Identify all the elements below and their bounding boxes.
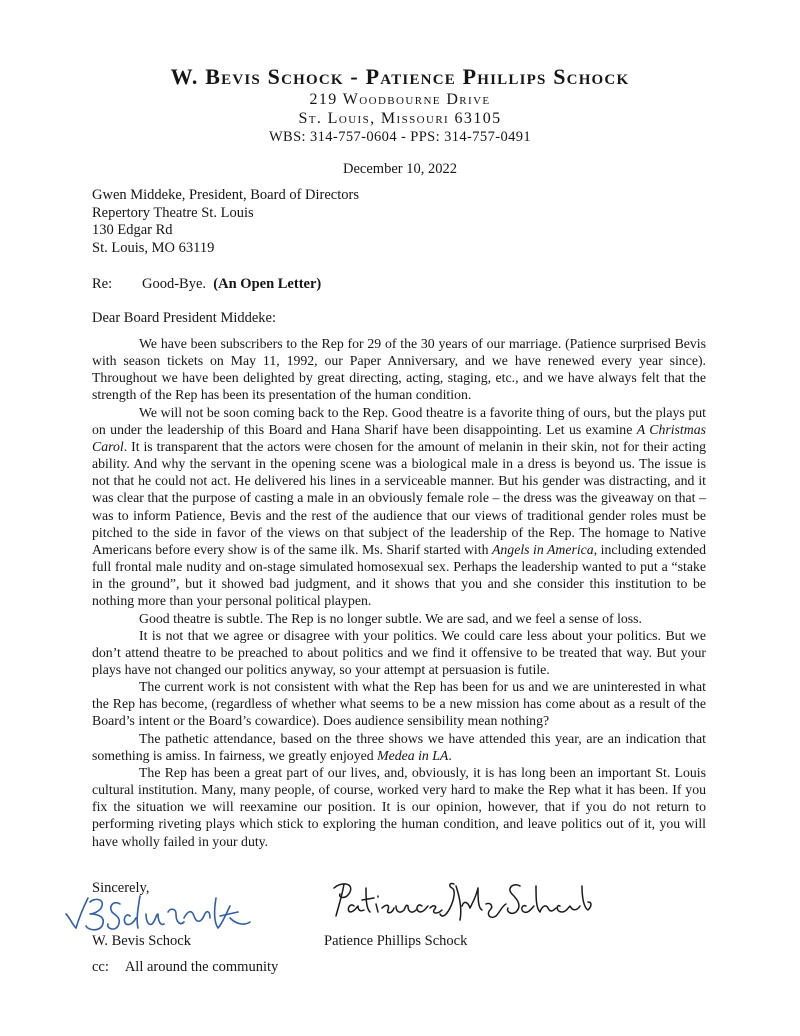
cc-text: All around the community xyxy=(124,959,279,975)
paragraph-1: We have been subscribers to the Rep for 29 of the 30 years of our marriage. (Patience surprised Bevis with season tickets on May 11, 1992, our Paper Anniversary, and we have renewed every year since). Throughout we have been delighted by great directing, acting, staging, etc., and we have always felt that the strength of the Rep has been its presentation of the human condition. xyxy=(92,336,706,403)
letterhead-city: St. Louis, Missouri 63105 xyxy=(298,110,502,127)
salutation: Dear Board President Middeke: xyxy=(92,310,277,326)
title-medea-in-la: Medea in LA xyxy=(377,747,449,763)
recipient-line-4: St. Louis, MO 63119 xyxy=(92,239,215,256)
paragraph-5: The current work is not consistent with what the Rep has been for us and we are uninterested in what the Rep has become, (regardless of whether what seems to be a new mission has come about as a result of the Board’s intent or the Board’s cowardice). Does audience sensibility mean nothing? xyxy=(92,679,706,729)
paragraph-2-part-b: . It is transparent that the actors were chosen for the amount of melanin in their skin, not for their acting ability. And why the servant in the opening scene was a biological male in a dress is beyond us. The issue is not that he could not act. He delivered his lines in a serviceable manner. But his gender was distracting, and it was clear that the purpose of casting a male in an obviously female role – the dress was the giveaway on that – was to inform Patience, Bevis and the rest of the audience that our views of traditional gender roles must be pitched to the side in favor of the views on that subject of the leadership of the Rep. The homage to Native Americans before every show is of the same ilk. Ms. Sharif started with xyxy=(92,438,706,557)
paragraph-6-part-a: The pathetic attendance, based on the three shows we have attended this year, are an indication that something is amiss. In fairness, we greatly enjoyed xyxy=(92,730,706,763)
paragraph-2-part-a: We will not be soon coming back to the Rep. Good theatre is a favorite thing of ours, but the plays put on under the leadership of this Board and Hana Sharif have been disappointing. Let us examine xyxy=(92,404,706,437)
letterhead xyxy=(0,64,800,147)
recipient-address xyxy=(92,187,359,257)
paragraph-6 xyxy=(92,730,706,764)
paragraph-3: Good theatre is subtle. The Rep is no longer subtle. We are sad, and we feel a sense of loss. xyxy=(139,610,642,626)
subject-label: Re: xyxy=(92,276,113,292)
paragraph-2 xyxy=(92,404,706,610)
signature-patience-image xyxy=(330,876,600,926)
subject-text: Good-Bye. xyxy=(142,276,207,292)
signer-left-name: W. Bevis Schock xyxy=(92,933,191,949)
letter-body xyxy=(92,335,706,850)
subject-line xyxy=(92,276,321,293)
letterhead-street: 219 Woodbourne Drive xyxy=(309,91,491,108)
title-christmas-carol: A Christmas Carol xyxy=(92,421,706,454)
recipient-line-2: Repertory Theatre St. Louis xyxy=(92,204,254,221)
subject-bold: (An Open Letter) xyxy=(213,276,322,292)
recipient-line-1: Gwen Middeke, President, Board of Directors xyxy=(92,187,359,203)
recipient-line-3: 130 Edgar Rd xyxy=(92,222,173,238)
paragraph-2-part-c: , including extended full frontal male nudity and on-stage simulated homosexual sex. Perhaps the leadership wanted to put a “stake in the ground”, but it showed bad judgment, and it shows that you and she consider this institution to be nothing more than your personal political playpen. xyxy=(92,541,707,609)
signer-right-name: Patience Phillips Schock xyxy=(324,933,468,949)
letterhead-phones: WBS: 314-757-0604 - PPS: 314-757-0491 xyxy=(268,129,532,145)
letterhead-names: W. Bevis Schock - Patience Phillips Schock xyxy=(170,64,630,89)
letter-date: December 10, 2022 xyxy=(343,161,457,177)
title-angels-in-america: Angels in America xyxy=(491,541,594,557)
signature-bevis-image xyxy=(60,888,280,938)
paragraph-6-part-b: . xyxy=(448,747,452,763)
carbon-copy xyxy=(92,959,278,976)
closing: Sincerely, xyxy=(92,880,150,896)
cc-label: cc: xyxy=(92,959,109,975)
paragraph-7: The Rep has been a great part of our lives, and, obviously, it is has long been an important St. Louis cultural institution. Many, many people, of course, worked very hard to make the Rep what it has been. If you fix the situation we will reexamine our position. It is our opinion, however, that if you do not return to performing riveting plays which stick to exploring the human condition, and leave politics out of it, you will have wholly failed in your duty. xyxy=(92,764,706,849)
paragraph-4: It is not that we agree or disagree with your politics. We could care less about your politics. But we don’t attend theatre to be preached to about politics and we find it offensive to be treated that way. But your plays have not changed our politics anyway, so your attempt at persuasion is futile. xyxy=(92,627,706,677)
